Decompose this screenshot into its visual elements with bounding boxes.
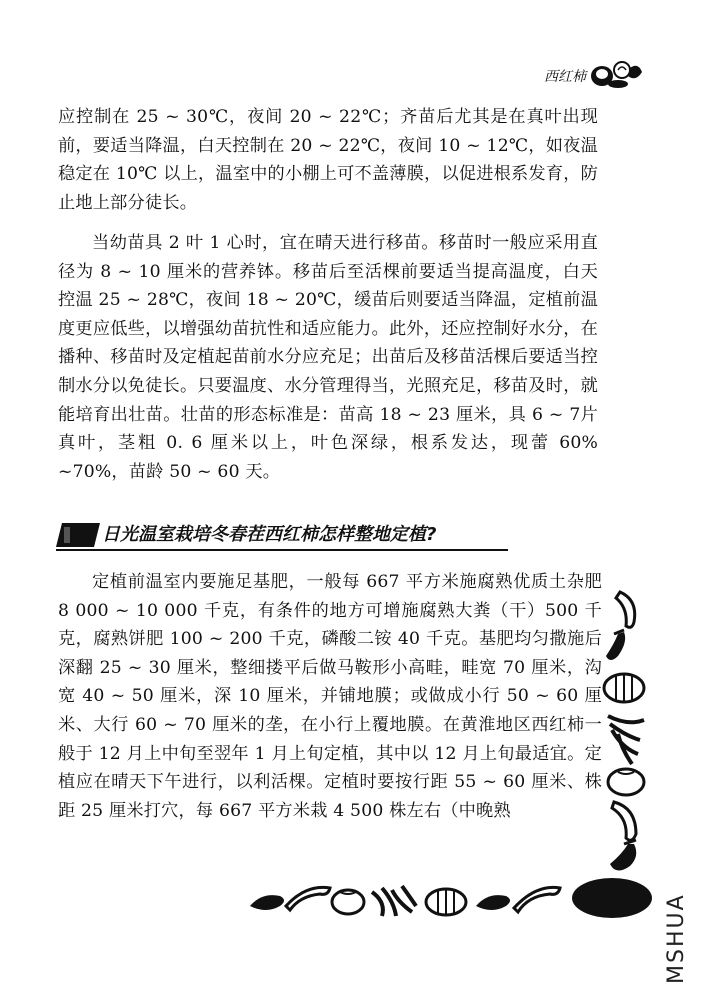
pumpkin-icon xyxy=(426,889,466,915)
paragraph-transplanting: 当幼苗具 2 叶 1 心时，宜在晴天进行移苗。移苗时一般应采用直径为 8 ~ 10 厘米的营养钵。移苗后至活棵前要适当提高温度，白天控温 25 ~ 28℃，夜间 18 ~ 20℃，缓苗后则要适当降温，定植前温度更应低些，以增强幼苗抗性和适应能力。此外，还应控制好水分，在播种、移苗时及定植起苗前水分应充足；出苗后及移苗活棵后要适当控制水分以免徒长。只要温度、水分管理得当，光照充足，移苗及时，就能培育出壮苗。壮苗的形态标准是：苗高 18 ~ 23 厘米，具 6 ~ 7片真叶，茎粗 0. 6 厘米以上，叶色深绿，根系发达，现蕾 60% ~70%，苗龄 50 ~ 60 天。 xyxy=(58,233,598,482)
section-heading-text: 日光温室栽培冬春茬西红柿怎样整地定植? xyxy=(102,524,437,545)
bottom-vegetable-decoration xyxy=(246,876,654,920)
eggplant-icon xyxy=(476,895,510,910)
chili-bundle-icon xyxy=(372,886,416,916)
eggplant-icon xyxy=(606,630,625,660)
heading-marker-icon xyxy=(56,523,100,547)
cucumber-icon xyxy=(612,802,636,840)
eggplant-icon xyxy=(250,895,284,910)
page-blob-icon xyxy=(572,878,652,918)
cucumber-icon xyxy=(286,887,330,910)
heading-underline xyxy=(56,549,508,551)
running-header-title: 西红柿 xyxy=(544,69,586,85)
vegetable-cluster-icon xyxy=(588,58,644,90)
cucumber-icon xyxy=(514,887,560,912)
chili-bundle-icon xyxy=(608,716,644,764)
watermark: MSHUA xyxy=(664,893,689,985)
cucumber-icon xyxy=(616,592,635,627)
paragraph-seedling-temperature: 应控制在 25 ~ 30℃，夜间 20 ~ 22℃；齐苗后尤其是在真叶出现前，要适当降温，白天控制在 20 ~ 22℃，夜间 10 ~ 12℃，如夜温稳定在 10℃ 以上，温室中的小棚上可不盖薄膜，以促进根系发育，防止地上部分徒长。 xyxy=(58,107,598,213)
paragraph-planting: 定植前温室内要施足基肥，一般每 667 平方米施腐熟优质土杂肥 8 000 ~ 10 000 千克，有条件的地方可增施腐熟大粪（干）500 千克，腐熟饼肥 100 ~ 200 千克，磷酸二铵 40 千克。基肥均匀撒施后深翻 25 ~ 30 厘米，整细搂平后做马鞍形小高畦，畦宽 70 厘米，沟宽 40 ~ 50 厘米，深 10 厘米，并铺地膜；或做成小行 50 ~ 60 厘米、大行 60 ~ 70 厘米的垄，在小行上覆地膜。在黄淮地区西红柿一般于 12 月上中旬至翌年 1 月上旬定植，其中以 12 月上旬最适宜。定植应在晴天下午进行，以利活棵。定植时要按行距 55 ~ 60 厘米、株距 25 厘米打穴，每 667 平方米栽 4 500 株左右（中晚熟 xyxy=(58,572,602,821)
eggplant-icon xyxy=(610,840,636,871)
section-heading xyxy=(56,520,508,550)
tomato-icon xyxy=(608,769,644,795)
tomato-icon xyxy=(332,890,364,914)
pumpkin-icon xyxy=(604,674,644,702)
side-vegetable-decoration xyxy=(598,588,652,880)
